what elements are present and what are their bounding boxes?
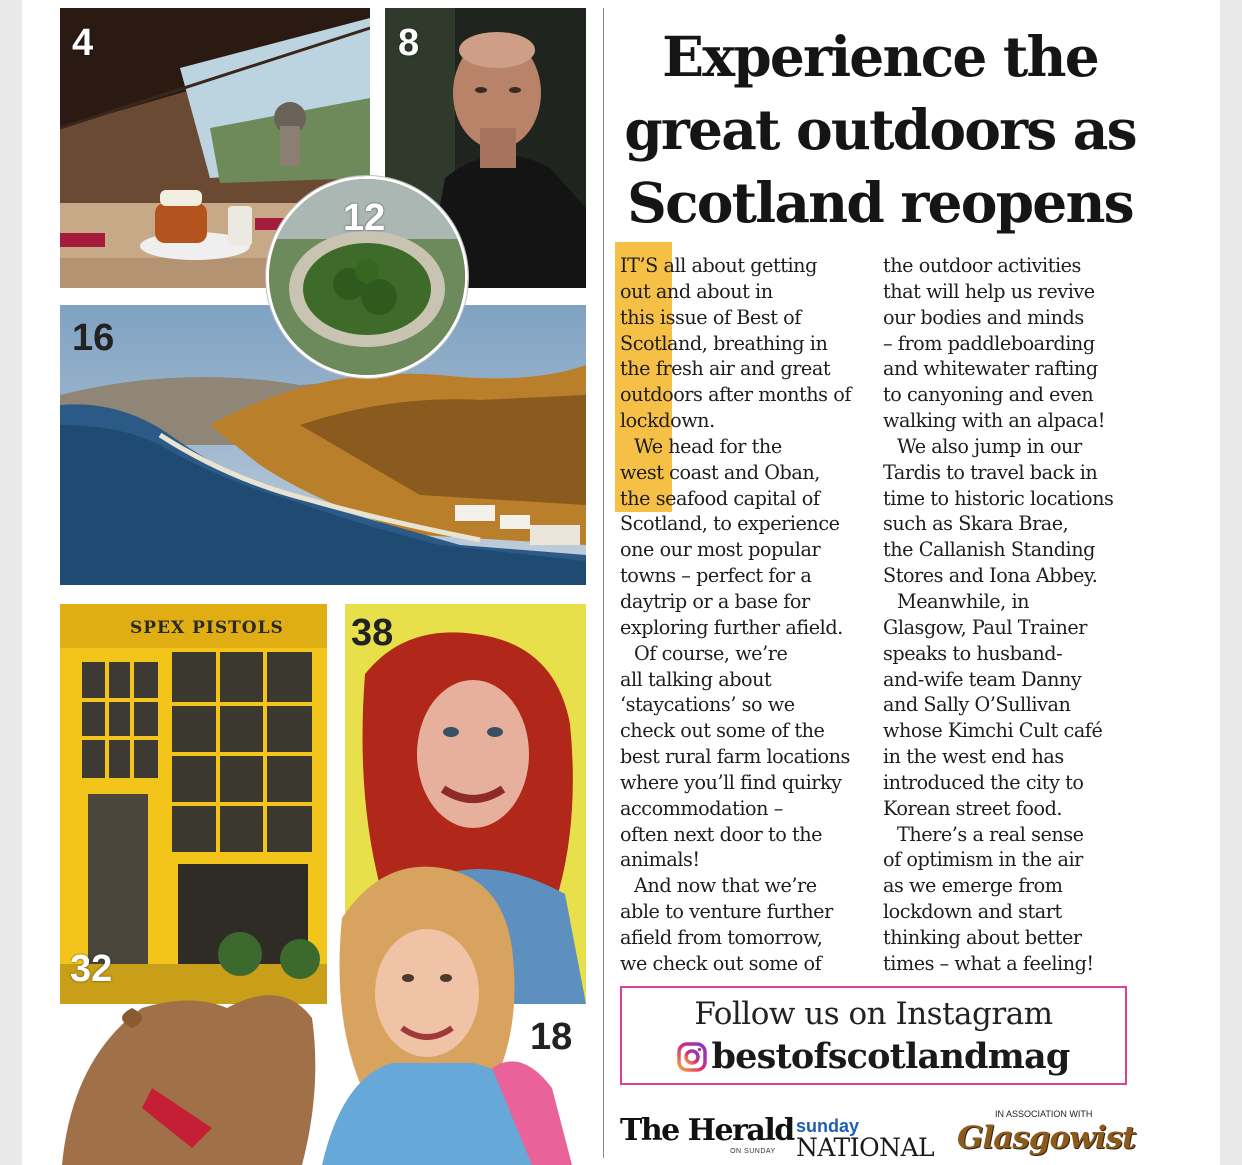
- page-number-8: 8: [398, 22, 420, 64]
- body-line: to canyoning and even: [883, 383, 1094, 407]
- body-line: towns – perfect for a: [620, 564, 812, 588]
- column-divider: [603, 8, 604, 1158]
- body-line: the fresh air and great: [620, 357, 831, 381]
- page-number-4: 4: [72, 22, 94, 64]
- body-line: speaks to husband-: [883, 641, 1063, 665]
- body-line: our bodies and minds: [883, 305, 1084, 329]
- instagram-handle-row: [622, 1036, 1125, 1077]
- headline-line-3: Scotland reopens: [627, 170, 1133, 235]
- national-logo-top: sunday: [796, 1116, 860, 1136]
- body-line: check out some of the: [620, 719, 825, 743]
- photo-alpaca-girl: [52, 858, 592, 1165]
- headline: [620, 20, 1140, 239]
- body-line: IT’S all about getting: [620, 254, 817, 277]
- body-line: exploring further afield.: [620, 615, 843, 639]
- body-line: and-wife team Danny: [883, 667, 1082, 691]
- body-column-2: [883, 253, 1138, 977]
- body-line: Scotland, breathing in: [620, 331, 828, 355]
- page-number-16: 16: [72, 317, 115, 359]
- body-line: Stores and Iona Abbey.: [883, 564, 1098, 588]
- body-line: and whitewater rafting: [883, 357, 1098, 381]
- page-number-18: 18: [530, 1016, 573, 1058]
- instagram-handle[interactable]: bestofscotlandmag: [711, 1036, 1070, 1077]
- body-line: afield from tomorrow,: [620, 925, 823, 949]
- body-line: time to historic locations: [883, 486, 1114, 510]
- body-line: lockdown and start: [883, 900, 1062, 924]
- national-logo: [796, 1117, 934, 1160]
- body-line: the outdoor activities: [883, 254, 1081, 277]
- body-line: such as Skara Brae,: [883, 512, 1069, 536]
- body-line: best rural farm locations: [620, 745, 850, 769]
- body-line: And now that we’re: [634, 874, 817, 898]
- body-line: Meanwhile, in: [897, 589, 1030, 613]
- instagram-follow-text: Follow us on Instagram: [694, 996, 1053, 1032]
- body-line: walking with an alpaca!: [883, 409, 1105, 433]
- body-line: able to venture further: [620, 900, 833, 924]
- body-line: west coast and Oban,: [620, 460, 820, 484]
- body-line: introduced the city to: [883, 770, 1084, 794]
- body-line: that will help us revive: [883, 279, 1095, 303]
- body-line: we check out some of: [620, 951, 822, 975]
- body-line: – from paddleboarding: [883, 331, 1095, 355]
- association-label: IN ASSOCIATION WITH: [995, 1109, 1093, 1119]
- body-line: whose Kimchi Cult café: [883, 719, 1103, 743]
- body-line: Tardis to travel back in: [883, 460, 1098, 484]
- body-line: accommodation –: [620, 796, 783, 820]
- headline-line-2: great outdoors as: [624, 97, 1136, 162]
- page-number-38: 38: [351, 612, 394, 654]
- instagram-promo[interactable]: [620, 986, 1127, 1085]
- body-line: We also jump in our: [897, 434, 1082, 458]
- glasgowist-logo: Glasgowist: [957, 1120, 1136, 1156]
- headline-line-1: Experience the: [662, 24, 1098, 89]
- page-number-32: 32: [70, 948, 113, 990]
- body-line: lockdown.: [620, 409, 715, 433]
- body-line: of optimism in the air: [883, 848, 1083, 872]
- photo-ring-fort: [266, 176, 468, 378]
- body-line: and Sally O’Sullivan: [883, 693, 1071, 717]
- body-line: the Callanish Standing: [883, 538, 1095, 562]
- body-line: all talking about: [620, 667, 772, 691]
- body-line: this issue of Best of: [620, 305, 801, 329]
- body-line: out and about in: [620, 279, 773, 303]
- herald-logo-sub: ON SUNDAY: [730, 1148, 776, 1155]
- national-logo-text: NATIONAL: [796, 1133, 935, 1162]
- body-line: thinking about better: [883, 925, 1082, 949]
- body-line: where you’ll find quirky: [620, 770, 842, 794]
- body-line: Of course, we’re: [634, 641, 788, 665]
- herald-logo-text: The Herald: [620, 1113, 794, 1148]
- body-column-1: [620, 253, 875, 977]
- body-line: in the west end has: [883, 745, 1064, 769]
- body-line: daytrip or a base for: [620, 589, 810, 613]
- body-line: animals!: [620, 848, 700, 872]
- body-line: the seafood capital of: [620, 486, 820, 510]
- body-line: often next door to the: [620, 822, 823, 846]
- body-line: as we emerge from: [883, 874, 1063, 898]
- body-line: We head for the: [634, 434, 782, 458]
- body-line: Glasgow, Paul Trainer: [883, 615, 1087, 639]
- body-line: times – what a feeling!: [883, 951, 1094, 975]
- herald-logo: [620, 1113, 794, 1155]
- body-line: Korean street food.: [883, 796, 1063, 820]
- magazine-page: [22, 0, 1220, 1165]
- body-line: There’s a real sense: [897, 822, 1084, 846]
- shop-sign: SPEX PISTOLS: [130, 618, 284, 638]
- body-line: outdoors after months of: [620, 383, 851, 407]
- body-line: Scotland, to experience: [620, 512, 840, 536]
- instagram-icon: [677, 1042, 707, 1072]
- alpaca-girl-illustration: [52, 858, 592, 1165]
- body-line: ‘staycations’ so we: [620, 693, 795, 717]
- body-line: one our most popular: [620, 538, 821, 562]
- page-number-12: 12: [343, 197, 386, 239]
